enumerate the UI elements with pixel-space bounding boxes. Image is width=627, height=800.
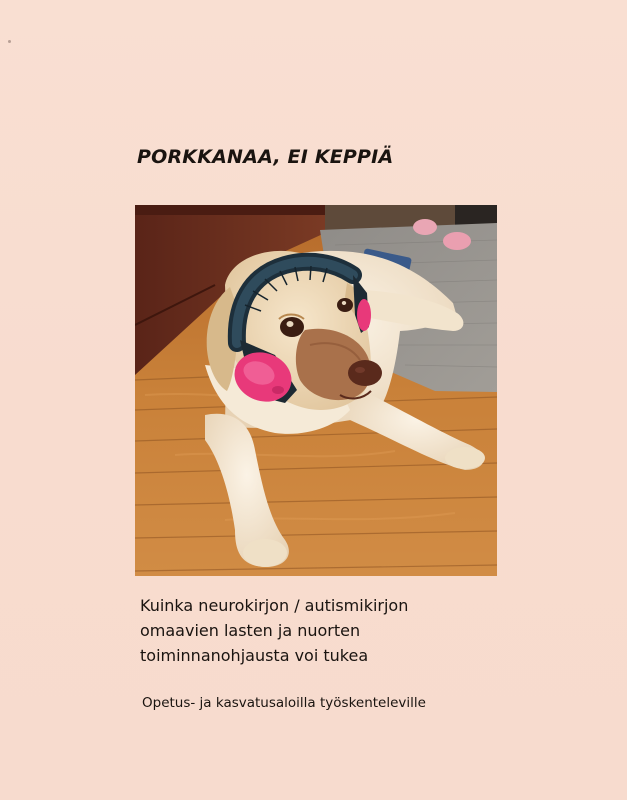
subtitle-line-3: toiminnanohjausta voi tukea — [140, 646, 369, 665]
paper-speck — [8, 40, 11, 43]
subtitle-line-2: omaavien lasten ja nuorten — [140, 621, 361, 640]
cover-audience: Opetus- ja kasvatusaloilla työskenteleville — [142, 695, 426, 711]
cover-title: PORKKANAA, EI KEPPIÄ — [137, 146, 394, 168]
cover-photo — [135, 205, 497, 576]
subtitle-line-1: Kuinka neurokirjon / autismikirjon — [140, 596, 409, 615]
cover-subtitle — [140, 593, 470, 668]
